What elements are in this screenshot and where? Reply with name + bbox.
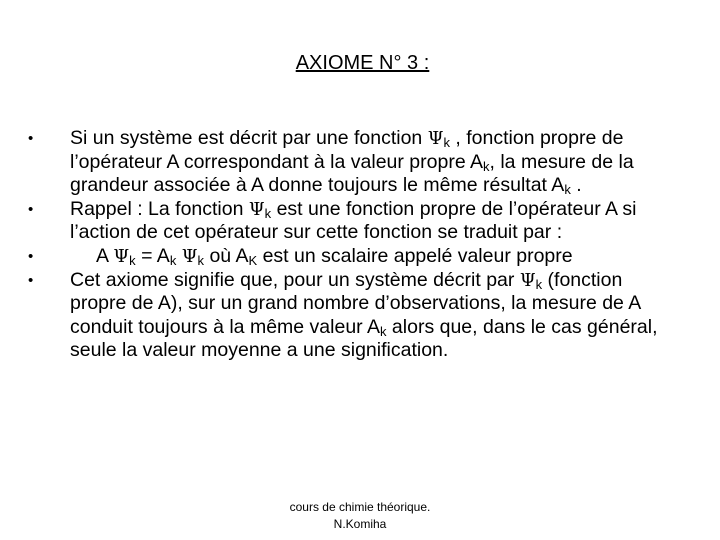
footer-course: cours de chimie théorique.	[289, 500, 431, 514]
slide-title: AXIOME N° 3 :	[295, 52, 430, 74]
psi-symbol: Ψ	[181, 245, 198, 267]
footer	[0, 499, 720, 533]
bullet-reminder: • Rappel : La fonction $\Psi_k$ est une fonction propre de l’opérateur A si l’action de cet opérateur sur cette fonction se traduit par :	[28, 198, 678, 245]
psi-symbol: Ψ	[248, 198, 265, 220]
psi-symbol: Ψ	[113, 245, 130, 267]
psi-symbol: Ψ	[519, 269, 536, 291]
bullet-meaning: • Cet axiome signifie que, pour un système décrit par $\Psi_k$ (fonction propre de A), sur un grand nombre d’observations, la mesure de A conduit toujours à la même valeur $A_k$ alors que, dans le cas général, seule la valeur moyenne a une signification.	[28, 269, 678, 363]
psi-symbol: Ψ	[427, 128, 444, 149]
bullet-eigen-equation: • A $\Psi_k = A_k$ $\Psi_k$ où $A_K$ est un scalaire appelé valeur propre	[28, 245, 678, 269]
footer-author: N.Komiha	[333, 517, 387, 531]
axiom-bullet-list	[28, 127, 678, 363]
bullet-definition: • Si un système est décrit par une fonction $\Psi_k$ , fonction propre de l’opérateur A correspondant à la valeur propre $A_k$, la mesure de la grandeur associée à A donne toujours le même résultat $A_k$ .	[28, 127, 678, 198]
